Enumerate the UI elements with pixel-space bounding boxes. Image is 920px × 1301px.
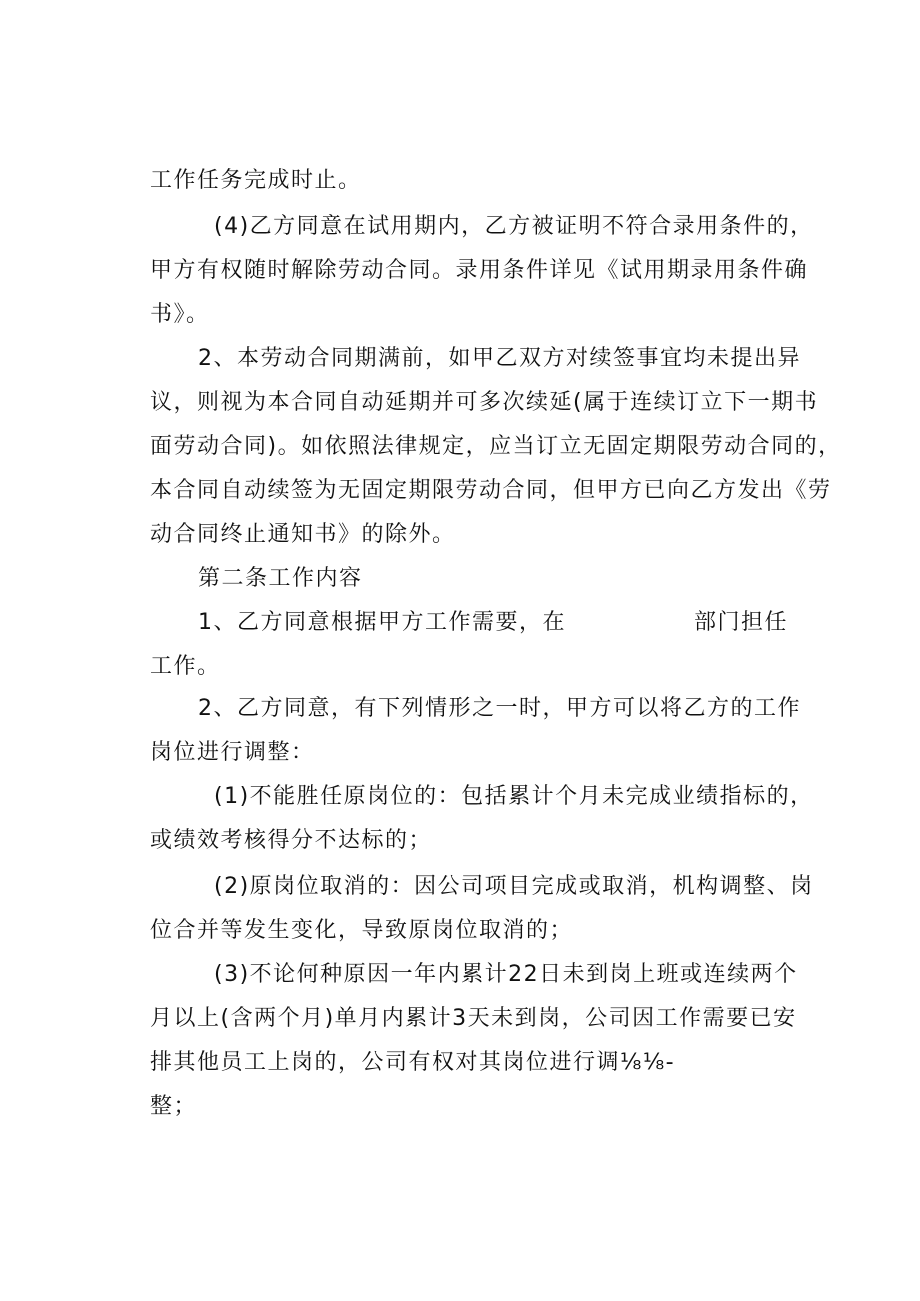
- text-line: 月以上(含两个月)单月内累计3天未到岗，公司因工作需要已安: [150, 1006, 797, 1031]
- text-line: 2、本劳动合同期满前，如甲乙双方对续签事宜均未提出异: [198, 346, 801, 371]
- text-line: (2)原岗位取消的：因公司项目完成或取消，机构调整、岗: [214, 874, 814, 899]
- text-line: 面劳动合同)。如依照法律规定，应当订立无固定期限劳动合同的，: [150, 434, 842, 459]
- text-line: 部门担任: [694, 610, 789, 635]
- text-line: (1)不能胜任原岗位的：包括累计个月未完成业绩指标的，: [214, 784, 814, 809]
- text-line: 甲方有权随时解除劳动合同。录用条件详见《试用期录用条件确: [150, 258, 809, 283]
- text-line: 整；: [150, 1094, 198, 1119]
- section-heading: 第二条工作内容: [198, 566, 363, 591]
- text-line: (3)不论何种原因一年内累计22日未到岗上班或连续两个: [214, 962, 798, 987]
- text-line: (4)乙方同意在试用期内，乙方被证明不符合录用条件的，: [214, 214, 814, 239]
- text-line: 或绩效考核得分不达标的；: [150, 828, 433, 853]
- text-line: 议，则视为本合同自动延期并可多次续延(属于连续订立下一期书: [150, 390, 819, 415]
- text-line: 排其他员工上岗的，公司有权对其岗位进行调⅛⅛-: [150, 1050, 676, 1075]
- text-line: 书》。: [150, 302, 210, 327]
- text-line: 1、乙方同意根据甲方工作需要，在: [198, 610, 566, 635]
- text-line: 位合并等发生变化，导致原岗位取消的；: [150, 918, 574, 943]
- text-line: 岗位进行调整：: [150, 740, 315, 765]
- text-line: 工作任务完成时止。: [150, 168, 362, 193]
- text-line: 动合同终止通知书》的除外。: [150, 522, 456, 547]
- text-line: 本合同自动续签为无固定期限劳动合同，但甲方已向乙方发出《劳: [150, 478, 832, 503]
- text-line: 2、乙方同意，有下列情形之一时，甲方可以将乙方的工作: [198, 696, 801, 721]
- text-line: 工作。: [150, 654, 221, 679]
